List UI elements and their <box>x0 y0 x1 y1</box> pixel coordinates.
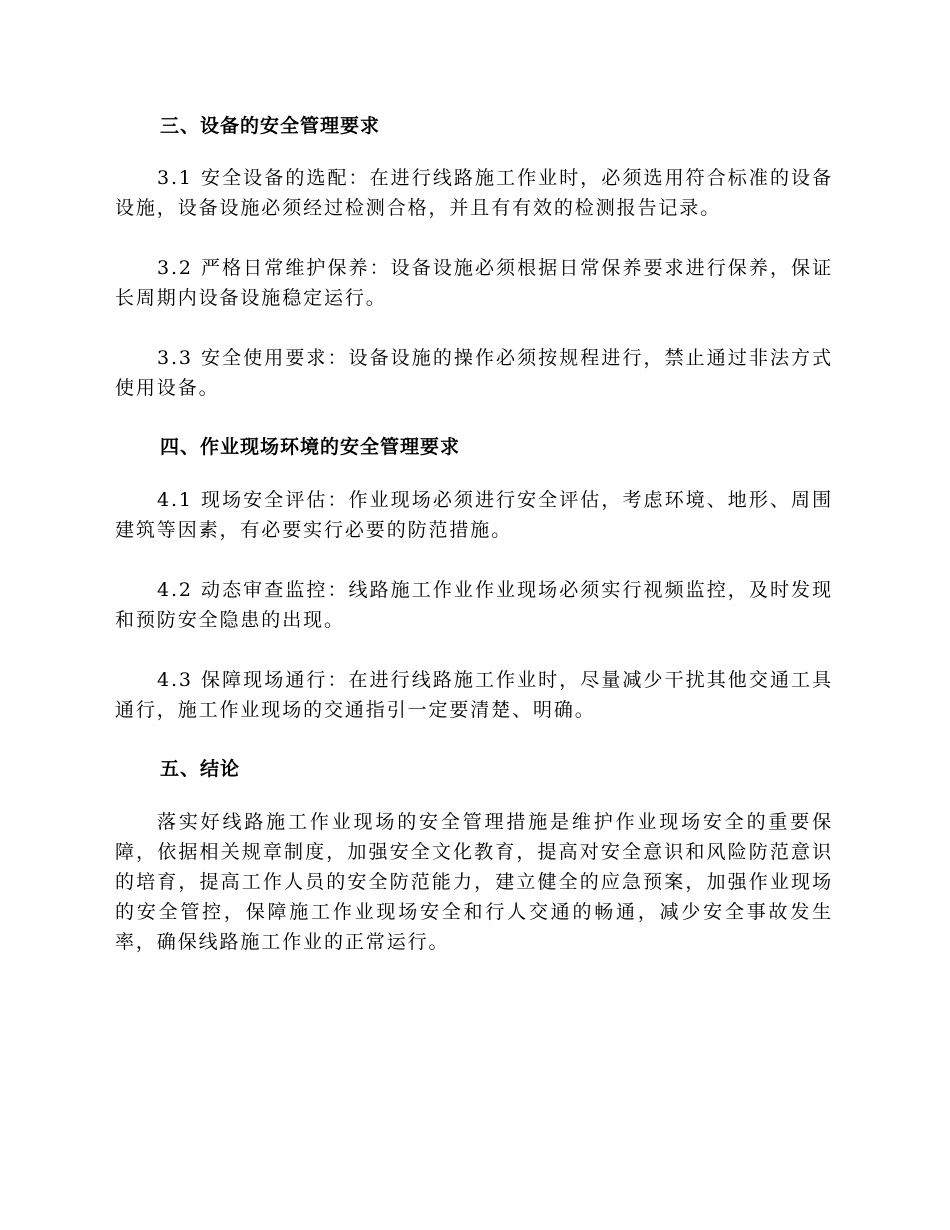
paragraph-4-1: 4.1 现场安全评估：作业现场必须进行安全评估，考虑环境、地形、周围建筑等因素，有必要实行必要的防范措施。 <box>115 489 833 541</box>
section-heading-conclusion: 五、结论 <box>160 758 241 780</box>
section-heading-equipment: 三、设备的安全管理要求 <box>160 115 381 137</box>
paragraph-4-2: 4.2 动态审查监控：线路施工作业作业现场必须实行视频监控，及时发现和预防安全隐患的出现。 <box>115 579 833 631</box>
paragraph-3-1: 3.1 安全设备的选配：在进行线路施工作业时，必须选用符合标准的设备设施，设备设施必须经过检测合格，并且有有效的检测报告记录。 <box>115 167 833 219</box>
section-heading-site-environment: 四、作业现场环境的安全管理要求 <box>160 436 461 458</box>
paragraph-3-3: 3.3 安全使用要求：设备设施的操作必须按规程进行，禁止通过非法方式使用设备。 <box>115 347 833 399</box>
paragraph-conclusion: 落实好线路施工作业现场的安全管理措施是维护作业现场安全的重要保障，依据相关规章制度，加强安全文化教育，提高对安全意识和风险防范意识的培育，提高工作人员的安全防范能力，建立健全的应急预案，加强作业现场的安全管控，保障施工作业现场安全和行人交通的畅通，减少安全事故发生率，确保线路施工作业的正常运行。 <box>115 811 833 953</box>
paragraph-3-2: 3.2 严格日常维护保养：设备设施必须根据日常保养要求进行保养，保证长周期内设备设施稳定运行。 <box>115 257 833 309</box>
paragraph-4-3: 4.3 保障现场通行：在进行线路施工作业时，尽量减少干扰其他交通工具通行，施工作业现场的交通指引一定要清楚、明确。 <box>115 669 833 721</box>
